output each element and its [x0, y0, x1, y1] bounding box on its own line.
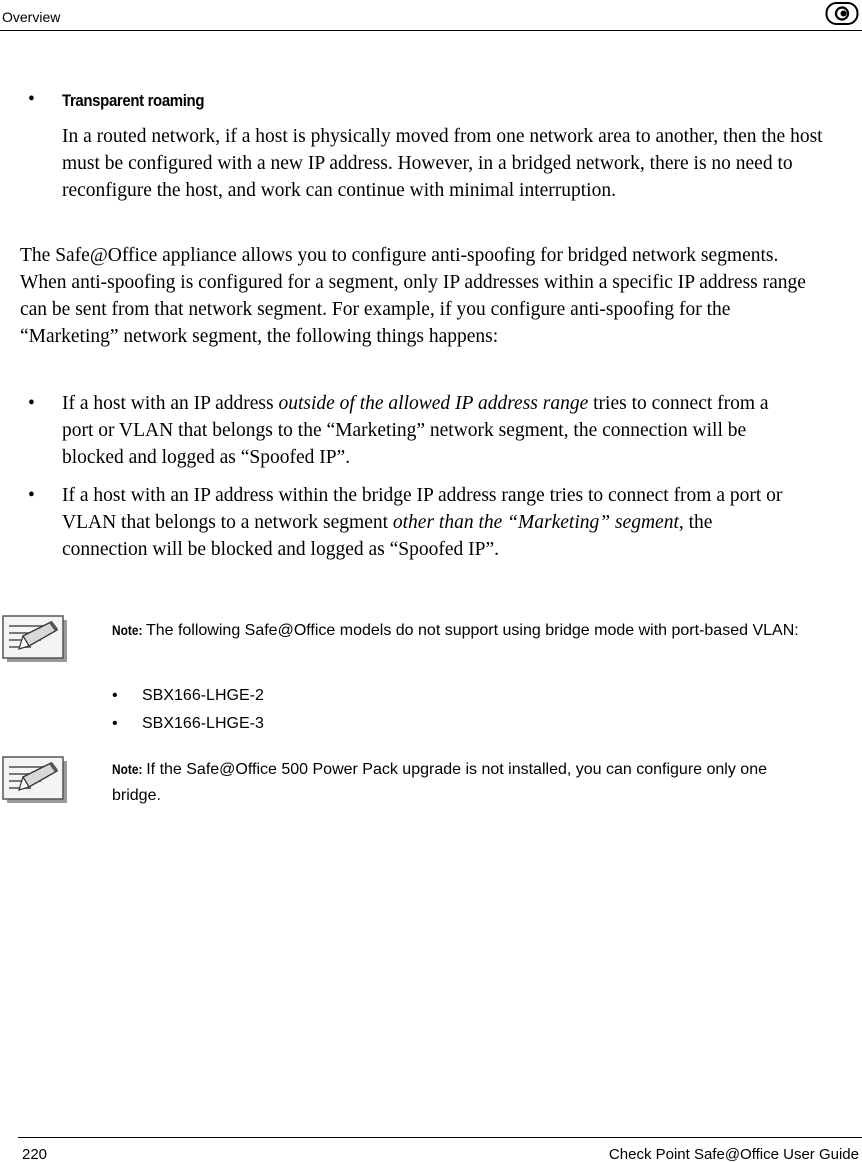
bullet-glyph: •	[112, 715, 118, 732]
bullet-1-post: tries to connect from a port or VLAN that belongs to the “Marketing” network segment, the connection will be blocked and logged as “Spoofed IP”.	[62, 393, 769, 468]
bullet-glyph: •	[28, 485, 35, 506]
footer-divider	[18, 1137, 862, 1138]
intro-paragraph: The Safe@Office appliance allows you to configure anti-spoofing for bridged network segments. When anti-spoofing is configured for a segment, only IP addresses within a specific IP address range can be sent from that network segment. For example, if you configure anti-spoofing for the “Marketing” network segment, the following things happens:	[20, 245, 806, 347]
header-divider	[0, 30, 862, 31]
bullet-item-1	[28, 390, 788, 471]
bullet-2-emphasis: other than the “Marketing” segment	[392, 512, 679, 533]
model-name: SBX166-LHGE-2	[142, 687, 264, 704]
bullet-glyph: •	[28, 89, 35, 110]
bullet-2-post: , the connection will be blocked and logged as “Spoofed IP”.	[62, 512, 713, 560]
page-header-title: Overview	[2, 9, 61, 25]
section-paragraph: In a routed network, if a host is physically moved from one network area to another, then the host must be configured with a new IP address. However, in a bridged network, there is no need to reconfigure the host, and work can continue with minimal interruption.	[62, 126, 823, 201]
note-2-body: If the Safe@Office 500 Power Pack upgrade is not installed, you can configure only one bridge.	[112, 761, 767, 804]
note-1-body: The following Safe@Office models do not support using bridge mode with port-based VLAN:	[141, 622, 799, 639]
note-1-text	[112, 617, 832, 644]
model-name: SBX166-LHGE-3	[142, 715, 264, 732]
note-pencil-icon	[1, 614, 69, 664]
note-1-label: Note:	[112, 622, 143, 638]
note-2-label: Note:	[112, 761, 143, 777]
bullet-item-2	[28, 482, 788, 563]
page-number: 220	[22, 1146, 48, 1163]
bullet-1-emphasis: outside of the allowed IP address range	[278, 393, 589, 414]
section-heading-text: Transparent roaming	[62, 91, 205, 110]
note-2-text	[112, 756, 802, 809]
bullet-2-text	[62, 482, 788, 563]
guide-title: Check Point Safe@Office User Guide	[608, 1146, 859, 1163]
bullet-1-pre: If a host with an IP address	[62, 393, 279, 414]
bullet-1-text	[62, 390, 788, 471]
bullet-2-pre: If a host with an IP address within the bridge IP address range tries to connect from a port or VLAN that belongs to a network segment	[62, 485, 783, 533]
note-pencil-icon	[1, 755, 69, 805]
bullet-glyph: •	[112, 687, 118, 704]
bullet-glyph: •	[28, 393, 35, 414]
eye-logo-icon	[825, 1, 859, 27]
